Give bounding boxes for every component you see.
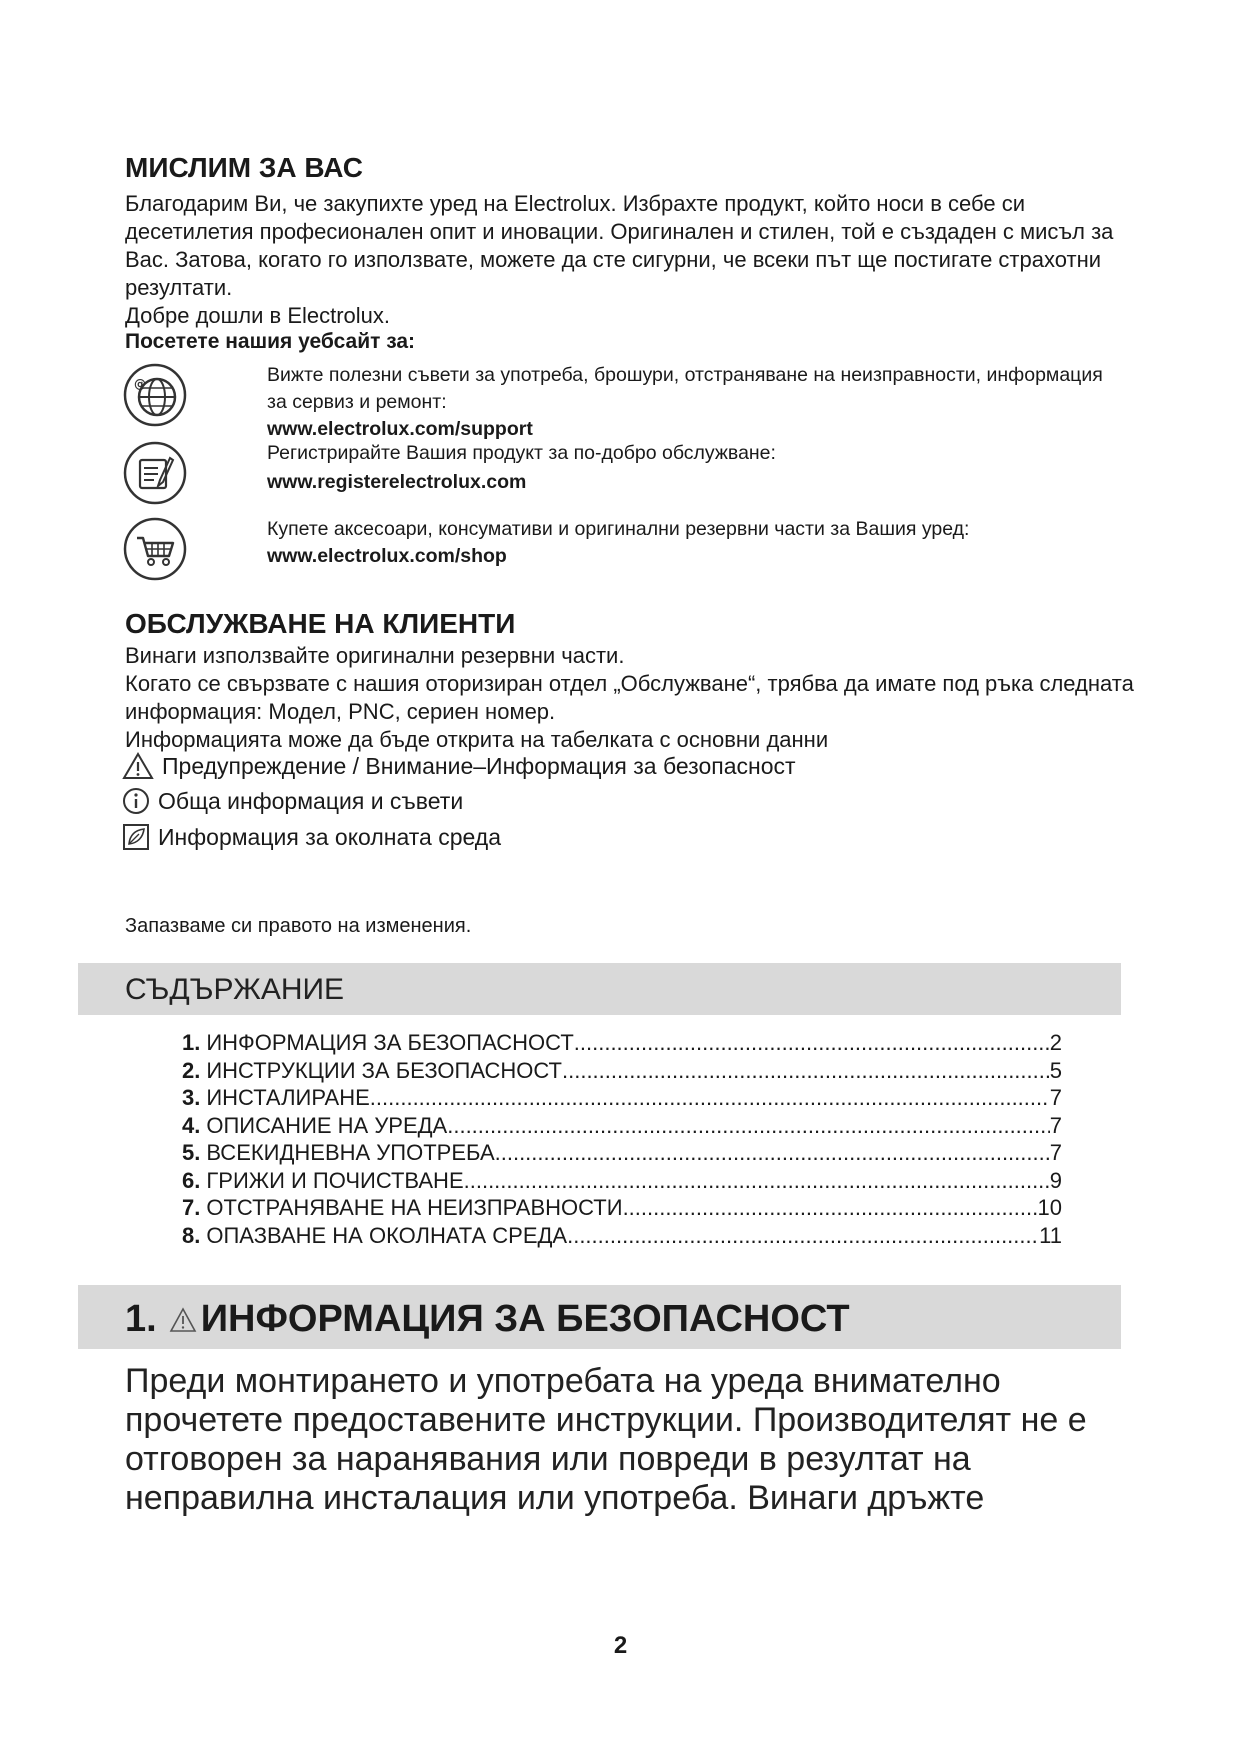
cart-icon [122, 516, 188, 582]
warning-icon [169, 1307, 197, 1333]
visit-website-heading: Посетете нашия уебсайт за: [125, 330, 416, 353]
legend-environment [122, 823, 501, 851]
toc-item-5[interactable] [182, 1140, 1062, 1168]
toc-page: 7 [1049, 1140, 1062, 1165]
section-number: 1. [125, 1298, 157, 1340]
intro-text: Благодарим Ви, че закупихте уред на Electrolux. Избрахте продукт, който носи в себе си десетилетия професионален опит и иновации. Оригинален и стилен, той е създаден с мисъл за Вас. Затова, когато го използвате, можете да сте сигурни, че всеки път ще постигате страхотни резултати. [125, 191, 1114, 300]
shop-link[interactable]: www.electrolux.com/shop [267, 545, 507, 567]
service-line: Информацията може да бъде открита на табелката с основни данни [125, 727, 829, 752]
reserve-note: Запазваме си правото на изменения. [125, 915, 472, 937]
toc-item-3[interactable] [182, 1085, 1062, 1113]
toc-item-1[interactable] [182, 1030, 1062, 1058]
toc-page: 11 [1039, 1222, 1062, 1248]
toc-page: 7 [1049, 1112, 1062, 1138]
toc-num: 8. [182, 1222, 201, 1248]
toc-item-4[interactable] [182, 1113, 1062, 1141]
toc-title: СЪДЪРЖАНИЕ [125, 973, 345, 1006]
toc-item-8[interactable] [182, 1223, 1062, 1251]
toc-page: 5 [1049, 1057, 1062, 1083]
legend-text: Предупреждение / Внимание–Информация за безопасност [162, 752, 796, 779]
web-item-shop [267, 516, 1107, 570]
toc-leader [495, 1140, 1050, 1166]
toc-num: 6. [182, 1167, 201, 1193]
toc-leader [562, 1058, 1050, 1084]
info-icon [122, 787, 150, 815]
web-item-support [267, 362, 1107, 443]
toc-num: 3. [182, 1085, 201, 1110]
web-item-text: Вижте полезни съвети за употреба, брошури, отстраняване на неизправности, информация за сервиз и ремонт: [267, 364, 1103, 413]
toc-num: 7. [182, 1195, 201, 1220]
register-link[interactable]: www.registerelectrolux.com [267, 471, 527, 493]
page-number: 2 [613, 1632, 628, 1659]
toc-item-2[interactable] [182, 1058, 1062, 1086]
toc-leader [567, 1223, 1039, 1249]
support-link[interactable]: www.electrolux.com/support [267, 418, 533, 440]
leaf-icon [122, 823, 150, 851]
web-item-register [267, 440, 1107, 496]
toc-page: 9 [1049, 1167, 1062, 1193]
service-line: Когато се свързвате с нашия оторизиран отдел „Обслужване“, трябва да имате под ръка следната информация: Модел, PNC, сериен номер. [125, 671, 1134, 724]
toc-item-6[interactable] [182, 1168, 1062, 1196]
toc-page: 2 [1049, 1030, 1062, 1055]
toc-leader [574, 1030, 1050, 1056]
legend-info [122, 787, 463, 815]
toc-leader [370, 1085, 1050, 1111]
toc-label: ОТСТРАНЯВАНЕ НА НЕИЗПРАВНОСТИ [206, 1195, 623, 1220]
heading-customer-service: ОБСЛУЖВАНЕ НА КЛИЕНТИ [125, 608, 516, 639]
toc-label: ВСЕКИДНЕВНА УПОТРЕБА [206, 1140, 495, 1165]
section-title: ИНФОРМАЦИЯ ЗА БЕЗОПАСНОСТ [200, 1298, 850, 1340]
svg-text:@: @ [134, 377, 146, 391]
welcome-text: Добре дошли в Electrolux. [125, 303, 391, 328]
warning-icon [122, 752, 154, 780]
intro-paragraph [125, 190, 1135, 330]
toc-page: 7 [1049, 1085, 1062, 1110]
toc-page: 10 [1037, 1195, 1062, 1220]
heading-thinking-of-you: МИСЛИМ ЗА ВАС [125, 152, 363, 183]
toc-header-bar [78, 963, 1121, 1015]
toc-num: 2. [182, 1057, 201, 1083]
toc-label: ОПАЗВАНЕ НА ОКОЛНАТА СРЕДА [206, 1222, 568, 1248]
toc-leader [623, 1195, 1038, 1221]
globe-icon [122, 362, 188, 428]
table-of-contents [182, 1030, 1062, 1250]
toc-label: ИНСТАЛИРАНЕ [206, 1085, 370, 1110]
toc-num: 1. [182, 1030, 201, 1055]
safety-intro: Преди монтирането и употребата на уреда внимателно прочетете предоставените инструкции. Производителят не е отговорен за наранявания или повреди в резултат на неправилна инсталация или употреба. Винаги дръжте [125, 1362, 1087, 1517]
toc-label: ОПИСАНИЕ НА УРЕДА [206, 1112, 448, 1138]
service-line: Винаги използвайте оригинални резервни части. [125, 643, 625, 668]
toc-item-7[interactable] [182, 1195, 1062, 1223]
toc-num: 5. [182, 1140, 201, 1165]
legend-text: Информация за околната среда [158, 823, 501, 850]
toc-leader [464, 1168, 1050, 1194]
register-icon [122, 440, 188, 506]
safety-header-bar [78, 1285, 1121, 1349]
toc-label: ИНСТРУКЦИИ ЗА БЕЗОПАСНОСТ [206, 1057, 562, 1083]
service-paragraph [125, 642, 1135, 754]
legend-warning [122, 752, 796, 780]
web-item-text: Купете аксесоари, консумативи и оригинални резервни части за Вашия уред: [267, 518, 970, 540]
toc-label: ИНФОРМАЦИЯ ЗА БЕЗОПАСНОСТ [206, 1030, 574, 1055]
toc-label: ГРИЖИ И ПОЧИСТВАНЕ [206, 1167, 464, 1193]
legend-text: Обща информация и съвети [158, 787, 464, 814]
toc-leader [447, 1113, 1050, 1139]
toc-num: 4. [182, 1112, 201, 1138]
web-item-text: Регистрирайте Вашия продукт за по-добро обслужване: [267, 442, 776, 464]
